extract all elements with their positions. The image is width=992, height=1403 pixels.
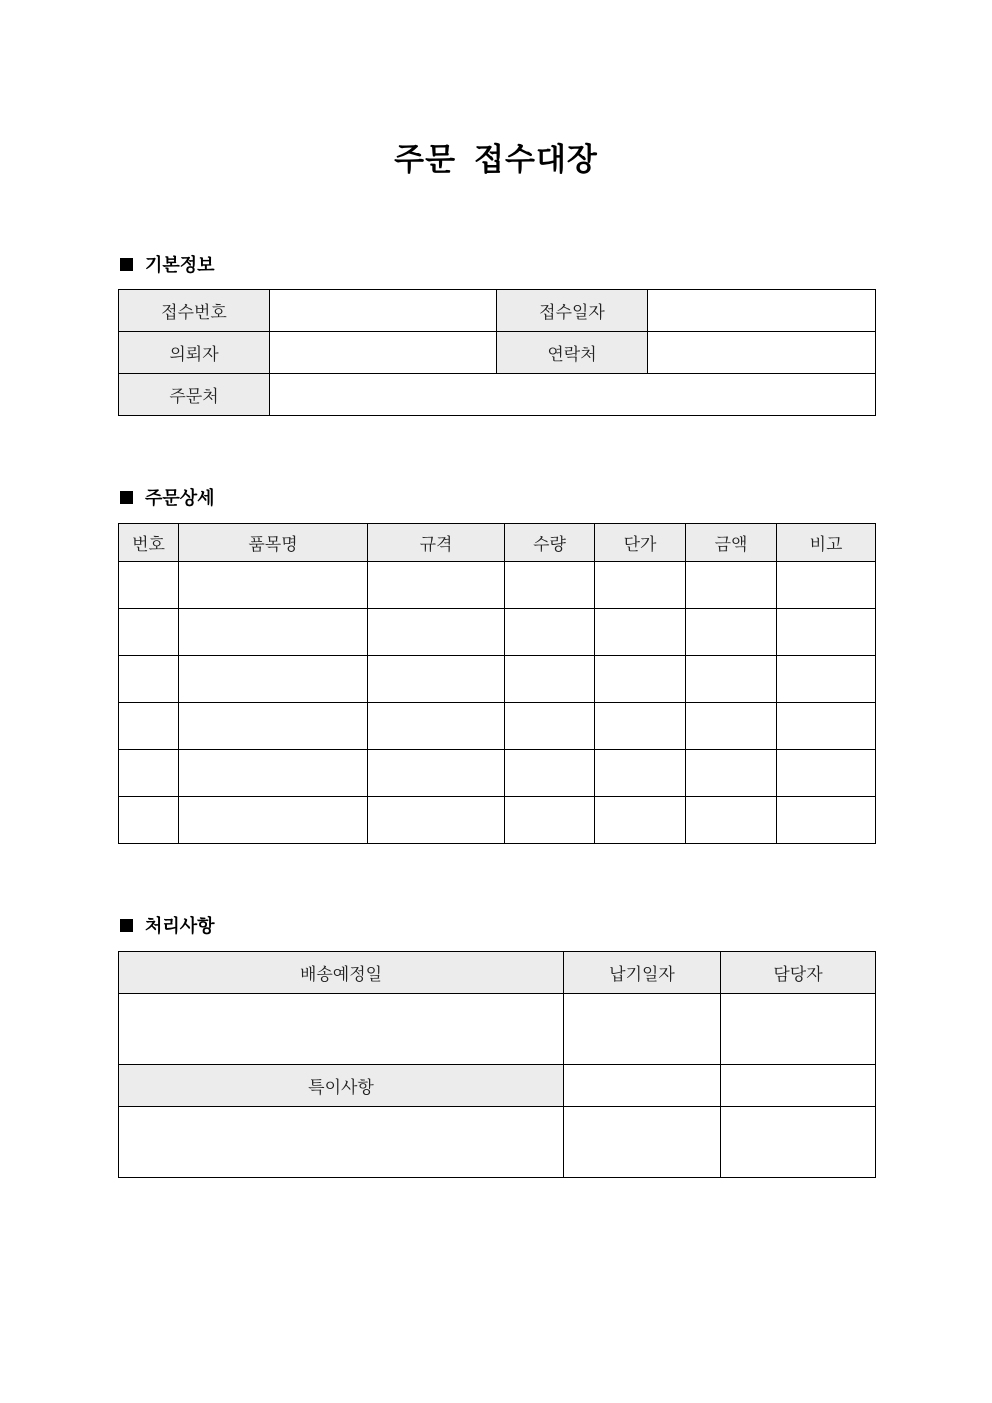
label-receipt-no: 접수번호 (119, 290, 270, 332)
cell-amount[interactable] (686, 609, 777, 656)
field-orderer[interactable] (270, 374, 876, 416)
cell-spec[interactable] (368, 656, 505, 703)
cell-amount[interactable] (686, 703, 777, 750)
field-receipt-date[interactable] (648, 290, 876, 332)
column-header-no: 번호 (119, 524, 179, 562)
field-requester[interactable] (270, 332, 497, 374)
table-row (119, 1107, 876, 1178)
cell-amount[interactable] (686, 656, 777, 703)
cell-no[interactable] (119, 609, 179, 656)
table-header-row (119, 952, 876, 994)
field-due-date[interactable] (564, 994, 721, 1065)
field-receipt-no[interactable] (270, 290, 497, 332)
field-delivery-schedule[interactable] (119, 994, 564, 1065)
cell-unit-price[interactable] (595, 656, 686, 703)
section-basic-info-title: 기본정보 (145, 255, 215, 276)
section-basic-info-heading (120, 252, 215, 276)
cell-no[interactable] (119, 797, 179, 844)
cell-item-name[interactable] (179, 562, 368, 609)
cell-item-name[interactable] (179, 656, 368, 703)
label-requester: 의뢰자 (119, 332, 270, 374)
cell-quantity[interactable] (505, 656, 595, 703)
title-part-1: 주문 (394, 142, 457, 178)
cell-note[interactable] (777, 656, 876, 703)
section-order-detail-title: 주문상세 (145, 488, 215, 509)
field-manager-3[interactable] (721, 1107, 876, 1178)
processing-table (118, 951, 876, 1178)
basic-info-table (118, 289, 876, 416)
column-header-item-name: 품목명 (179, 524, 368, 562)
cell-quantity[interactable] (505, 562, 595, 609)
table-row (119, 703, 876, 750)
field-manager[interactable] (721, 994, 876, 1065)
field-due-date-3[interactable] (564, 1107, 721, 1178)
table-row (119, 609, 876, 656)
field-contact[interactable] (648, 332, 876, 374)
square-bullet-icon (120, 919, 133, 932)
cell-no[interactable] (119, 750, 179, 797)
cell-amount[interactable] (686, 750, 777, 797)
cell-note[interactable] (777, 609, 876, 656)
field-manager-2[interactable] (721, 1065, 876, 1107)
section-order-detail-heading (120, 485, 215, 509)
label-due-date: 납기일자 (564, 952, 721, 994)
table-row (119, 332, 876, 374)
order-detail-table (118, 523, 876, 844)
cell-note[interactable] (777, 703, 876, 750)
table-header-row (119, 524, 876, 562)
cell-item-name[interactable] (179, 703, 368, 750)
section-processing-title: 처리사항 (145, 916, 215, 937)
square-bullet-icon (120, 491, 133, 504)
field-due-date-2[interactable] (564, 1065, 721, 1107)
cell-spec[interactable] (368, 609, 505, 656)
label-orderer: 주문처 (119, 374, 270, 416)
table-row (119, 290, 876, 332)
table-row (119, 797, 876, 844)
column-header-quantity: 수량 (505, 524, 595, 562)
cell-item-name[interactable] (179, 750, 368, 797)
cell-item-name[interactable] (179, 609, 368, 656)
cell-no[interactable] (119, 656, 179, 703)
cell-unit-price[interactable] (595, 562, 686, 609)
label-remarks: 특이사항 (119, 1065, 564, 1107)
cell-quantity[interactable] (505, 750, 595, 797)
column-header-unit-price: 단가 (595, 524, 686, 562)
column-header-note: 비고 (777, 524, 876, 562)
table-row (119, 374, 876, 416)
table-row (119, 1065, 876, 1107)
cell-note[interactable] (777, 797, 876, 844)
cell-quantity[interactable] (505, 703, 595, 750)
cell-spec[interactable] (368, 562, 505, 609)
cell-spec[interactable] (368, 750, 505, 797)
cell-quantity[interactable] (505, 609, 595, 656)
table-row (119, 994, 876, 1065)
cell-unit-price[interactable] (595, 797, 686, 844)
page-title (0, 134, 992, 179)
cell-no[interactable] (119, 703, 179, 750)
cell-amount[interactable] (686, 797, 777, 844)
label-receipt-date: 접수일자 (497, 290, 648, 332)
cell-note[interactable] (777, 562, 876, 609)
cell-unit-price[interactable] (595, 609, 686, 656)
label-manager: 담당자 (721, 952, 876, 994)
table-row (119, 750, 876, 797)
label-delivery-schedule: 배송예정일 (119, 952, 564, 994)
cell-note[interactable] (777, 750, 876, 797)
cell-item-name[interactable] (179, 797, 368, 844)
cell-spec[interactable] (368, 703, 505, 750)
column-header-spec: 규격 (368, 524, 505, 562)
cell-spec[interactable] (368, 797, 505, 844)
cell-no[interactable] (119, 562, 179, 609)
table-row (119, 656, 876, 703)
field-remarks[interactable] (119, 1107, 564, 1178)
cell-unit-price[interactable] (595, 703, 686, 750)
section-processing-heading (120, 913, 215, 937)
column-header-amount: 금액 (686, 524, 777, 562)
title-part-2: 접수대장 (474, 142, 598, 178)
cell-amount[interactable] (686, 562, 777, 609)
cell-unit-price[interactable] (595, 750, 686, 797)
cell-quantity[interactable] (505, 797, 595, 844)
square-bullet-icon (120, 258, 133, 271)
table-row (119, 562, 876, 609)
label-contact: 연락처 (497, 332, 648, 374)
